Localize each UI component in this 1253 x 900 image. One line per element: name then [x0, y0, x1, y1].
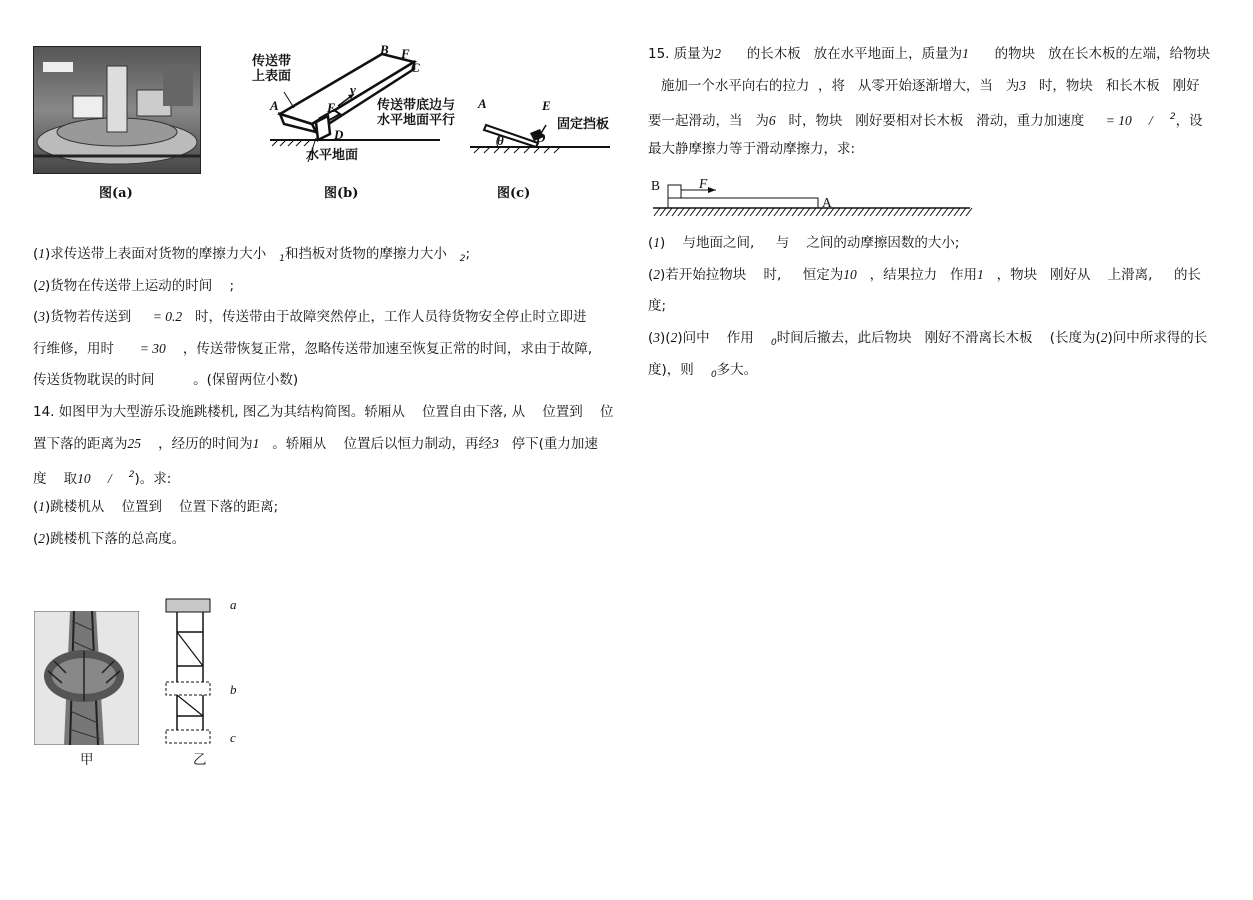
q15-p3-line2-text2: 多大。 — [716, 362, 758, 378]
q14-figure-yi-structure — [163, 596, 243, 746]
q14-p1-text2: 位置到 — [121, 499, 162, 515]
q15-part1: (1) 与地面之间, 与 之间的动摩擦因数的大小; — [648, 235, 960, 251]
q14-l2-text3: 。轿厢从 — [272, 436, 327, 452]
q13-p1-text1: )求传送带上表面对货物的摩擦力大小 — [45, 246, 267, 262]
figure-c-point-E: E — [542, 98, 551, 113]
q15-p2-text8: 上滑离, — [1107, 267, 1153, 283]
q15-l1-v2: 1 — [962, 46, 969, 61]
q15-line2 — [648, 76, 1200, 96]
figure-b-point-A: A — [270, 98, 279, 113]
q14-p1-num: 1 — [38, 499, 46, 514]
q14-l3-text1: 度 — [33, 471, 47, 487]
q14-l3-v: 10 — [77, 471, 91, 486]
q15-l1-text3: 放在水平地面上，质量为 — [813, 46, 963, 62]
figure-a-photo — [33, 46, 201, 174]
q15-p3-text3: 时间后撤去，此后物块 — [776, 330, 912, 346]
q15-p3-num2: 2 — [670, 330, 678, 345]
figure-a-photo-image — [33, 46, 201, 174]
q13-p1-sub2: 2 — [459, 254, 466, 264]
q15-l1-text2: 的长木板 — [746, 46, 801, 62]
q14-part2: (2)跳楼机下落的总高度。 — [33, 531, 186, 547]
q15-l1-text4: 的物块 — [994, 46, 1036, 62]
q15-p2-text2: 时, — [763, 267, 782, 283]
q13-part1 — [33, 244, 470, 269]
figure-a-label: 图(a) — [99, 186, 133, 201]
q15-l2-text5: 时，物块 — [1038, 78, 1093, 94]
q14-l3-slash: / — [107, 471, 112, 486]
q15-p3-text1: )问中 — [677, 330, 710, 346]
figure-b-top-label-line2: 上表面 — [252, 69, 292, 84]
q13-p1-text2: 和挡板对货物的摩擦力大小 — [284, 246, 447, 262]
q15-p2-text5: 作用 — [950, 267, 977, 283]
q13-p2-end: ; — [229, 278, 235, 294]
figure-c-point-A: A — [478, 96, 487, 111]
q14-fig-label-b: b — [230, 682, 237, 697]
q13-p1-sub1: 1 — [279, 254, 285, 264]
q15-p1-close: ) — [660, 235, 666, 251]
q15-l3-text5: 滑动，重力加速度 — [976, 113, 1085, 129]
q15-l1-v1: 2 — [714, 46, 722, 61]
q13-part3-line2 — [33, 339, 592, 359]
q14-l1-text3: 位置到 — [542, 404, 583, 420]
q14-line1 — [33, 402, 613, 422]
figure-b-bottom-edge-line1: 传送带底边与 — [377, 98, 456, 113]
q13-p3-num: 3 — [38, 309, 46, 324]
figure-b-label: 图(b) — [324, 186, 359, 201]
q14-line2 — [33, 434, 598, 454]
q14-l3-sup: 2 — [128, 470, 135, 480]
figure-b-point-B: B — [380, 42, 389, 57]
q15-part3-line2 — [648, 360, 757, 385]
q15-part2-line2: 度; — [648, 298, 667, 314]
q14-fig-yi-label: 乙 — [193, 752, 207, 768]
q15-l3-eq: = 10 — [1105, 113, 1132, 128]
q13-part3-line3 — [33, 370, 298, 390]
q15-p3-line2-sub: 0 — [710, 370, 717, 380]
q13-p1-open: ( — [33, 246, 39, 262]
q15-line3 — [648, 107, 1203, 131]
q14-l2-text1: 置下落的距离为 — [33, 436, 128, 452]
q13-part3-line1 — [33, 307, 587, 327]
q13-p2-text: )货物在传送带上运动的时间 — [45, 278, 213, 294]
q15-l2-text7: 刚好 — [1172, 78, 1200, 94]
q15-l2-text3: 从零开始逐渐增大，当 — [857, 78, 993, 94]
figure-c-label: 图(c) — [497, 186, 531, 201]
figure-b-point-E: E — [327, 100, 336, 115]
figure-b-ground-label: 水平地面 — [306, 148, 359, 163]
q15-p2-text6: ，物块 — [996, 267, 1038, 283]
q15-fig-label-A: A — [822, 195, 832, 210]
q15-p3-num3: 2 — [1100, 330, 1108, 345]
q13-p3-line3-text1: 传送货物耽误的时间 — [33, 372, 155, 388]
q13-p1-num: 1 — [38, 246, 46, 261]
figure-b-bottom-edge-line2: 水平地面平行 — [377, 113, 456, 128]
q15-p3-num: 3 — [653, 330, 661, 345]
q15-p1-num: 1 — [653, 235, 661, 250]
figure-b-point-D: D — [334, 127, 344, 142]
q15-p3-line2-text1: 度)，则 — [648, 362, 694, 378]
q13-p2-num: 2 — [38, 278, 46, 293]
q15-line4: 最大静摩擦力等于滑动摩擦力，求: — [648, 141, 856, 157]
q13-p3-line2-text1: 行维修，用时 — [33, 341, 114, 357]
q15-p2-text1: )若开始拉物块 — [660, 267, 747, 283]
q15-p1-text3: 之间的动摩擦因数的大小; — [806, 235, 960, 251]
q14-p2-text: )跳楼机下落的总高度。 — [45, 531, 186, 547]
q14-l3-text3: )。求: — [134, 471, 172, 487]
q13-p2-open: ( — [33, 278, 39, 294]
q13-p3-line3-text2: 。(保留两位小数) — [193, 372, 299, 388]
figure-c-baffle-label: 固定挡板 — [557, 117, 610, 132]
q15-p2-num: 2 — [653, 267, 661, 282]
q15-l3-v: 6 — [768, 113, 776, 128]
q14-l2-v3: 3 — [491, 436, 499, 451]
q14-l1-text2: 位置自由下落, 从 — [422, 404, 526, 420]
q13-p3-text2: 时，传送带由于故障突然停止，工作人员待货物安全停止时立即进 — [195, 309, 587, 325]
q14-l1-text1: 14. 如图甲为大型游乐设施跳楼机, 图乙为其结构简图。轿厢从 — [33, 404, 405, 420]
figure-b-top-label-line1: 传送带 — [252, 54, 292, 69]
q14-l3-text2: 取 — [63, 471, 78, 487]
q14-figure-jia-photo — [34, 611, 139, 745]
q13-p3-text1: )货物若传送到 — [45, 309, 132, 325]
q15-p3-sub: 0 — [770, 338, 777, 348]
q15-l2-v: 3 — [1019, 78, 1026, 93]
q15-p1-text1: 与地面之间, — [682, 235, 755, 251]
q15-l2-text2: ，将 — [817, 78, 845, 94]
q15-p2-v: 10 — [843, 267, 857, 282]
q15-l2-text1: 施加一个水平向右的拉力 — [660, 78, 810, 94]
q15-p2-v2: 1 — [977, 267, 984, 282]
q13-p1-end: ; — [465, 246, 471, 262]
q14-l2-text2: ，经历的时间为 — [158, 436, 253, 452]
q15-part3-line1: (3)(2)问中 作用 $_0$时间后撤去，此后物块 刚好不滑离长木板 (长度为(2)问中所求得的长 — [648, 330, 1208, 348]
q15-p1-text2: 与 — [775, 235, 790, 251]
q14-l2-text5: 停下(重力加速 — [511, 436, 598, 452]
q15-fig-label-B: B — [651, 178, 661, 193]
q14-l2-text4: 位置后以恒力制动，再经 — [343, 436, 492, 452]
q15-l3-text4: 刚好要相对长木板 — [855, 113, 964, 129]
q14-part1: (1)跳楼机从 位置到 位置下落的距离; — [33, 499, 279, 515]
q14-p1-text3: 位置下落的距离; — [179, 499, 279, 515]
figure-c-angle-theta: θ — [497, 133, 504, 148]
q15-line1 — [648, 44, 1210, 64]
q15-fig-label-F: F — [699, 176, 708, 191]
figure-c-point-D: D — [536, 130, 546, 145]
q13-part2 — [33, 276, 234, 296]
q14-structure-diagram — [163, 596, 243, 746]
q15-l3-text6: ，设 — [1175, 113, 1203, 129]
q14-tower-photo — [34, 611, 139, 745]
q14-line3 — [33, 465, 171, 489]
figure-b-velocity-label: v — [350, 82, 356, 97]
q13-p3-eq1: = 0.2 — [152, 309, 183, 324]
q13-p3-eq2: = 30 — [139, 341, 166, 356]
q14-l2-v2: 1 — [252, 436, 260, 451]
q15-l3-text1: 要一起滑动，当 — [648, 113, 743, 129]
q15-part2-line1: (2)若开始拉物块 时, 恒定为10 ，结果拉力 作用1 ，物块 刚好从 上滑离, 的长 — [648, 267, 1201, 283]
q14-l2-v1: 25 — [127, 436, 141, 451]
q15-l3-sup: 2 — [1169, 112, 1176, 122]
q14-l1-text4: 位 — [599, 404, 614, 420]
q15-p3-text5: (长度为( — [1049, 330, 1101, 346]
q14-p2-num: 2 — [38, 531, 46, 546]
q15-l1-text5: 放在长木板的左端，给物块 — [1048, 46, 1211, 62]
q15-l2-text6: 和长木板 — [1105, 78, 1160, 94]
q15-p2-text4: ，结果拉力 — [869, 267, 938, 283]
q15-p2-text9: 的长 — [1173, 267, 1201, 283]
q15-l3-text2: 为 — [755, 113, 769, 129]
q15-p2-text3: 恒定为 — [802, 267, 844, 283]
q13-p3-line2-text2: ，传送带恢复正常，忽略传送带加速至恢复正常的时间，求由于故障, — [182, 341, 593, 357]
q15-l3-slash: / — [1148, 113, 1153, 128]
q15-l2-text4: 为 — [1005, 78, 1020, 94]
q15-p3-text6: )问中所求得的长 — [1107, 330, 1208, 346]
q14-fig-label-c: c — [230, 730, 236, 745]
q14-fig-label-a: a — [230, 597, 237, 612]
q15-l1-text1: 15. 质量为 — [648, 46, 715, 62]
q15-p2-text7: 刚好从 — [1050, 267, 1091, 283]
q15-p3-text2: 作用 — [726, 330, 754, 346]
q15-p3-text4: 刚好不滑离长木板 — [924, 330, 1033, 346]
q14-fig-jia-label: 甲 — [80, 752, 94, 768]
q15-l3-text3: 时，物块 — [788, 113, 843, 129]
q13-p3-open: ( — [33, 309, 39, 325]
q14-p1-text1: )跳楼机从 — [45, 499, 105, 515]
figure-b-bottom-edge-label — [377, 98, 455, 128]
figure-b-point-F: F — [401, 46, 410, 61]
figure-b-top-surface-label — [252, 54, 291, 84]
figure-b-point-C: C — [411, 60, 420, 75]
